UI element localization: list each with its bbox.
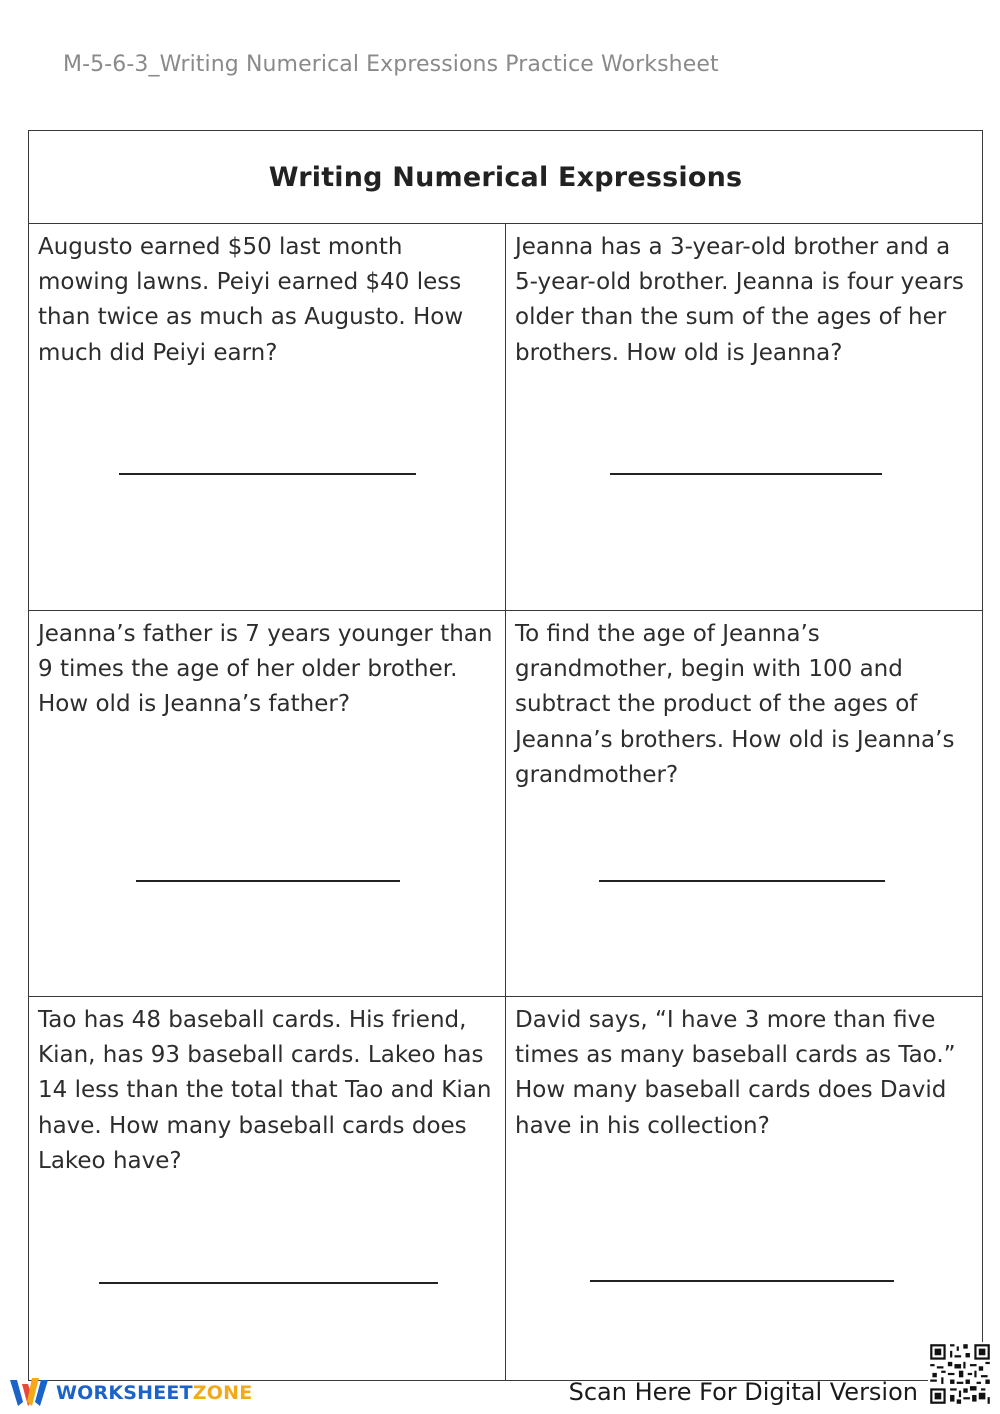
worksheet-title: Writing Numerical Expressions — [268, 161, 743, 193]
title-row — [29, 131, 982, 224]
problem-text: David says, “I have 3 more than five times as many baseball cards as Tao.” How many baseball cards does David have in his collection? — [515, 1007, 956, 1139]
brand-word-zone: ZONE — [192, 1382, 253, 1404]
problem-cell-4 — [506, 611, 982, 996]
problem-cell-5 — [29, 997, 505, 1380]
problem-text: Augusto earned $50 last month mowing lawns. Peiyi earned $40 less than twice as much as Augusto. How much did Peiyi earn? — [38, 234, 464, 366]
problem-cell-6 — [506, 997, 982, 1380]
problem-cell-2 — [506, 224, 982, 610]
problem-text: Tao has 48 baseball cards. His friend, Kian, has 93 baseball cards. Lakeo has 14 less than the total that Tao and Kian have. How many baseball cards does Lakeo have? — [38, 1007, 492, 1174]
scan-caption: Scan Here For Digital Version — [568, 1378, 918, 1406]
document-code: M-5-6-3_Writing Numerical Expressions Practice Worksheet — [63, 52, 719, 77]
problem-text: Jeanna’s father is 7 years younger than 9 times the age of her older brother. How old is Jeanna’s father? — [38, 621, 493, 718]
answer-line[interactable] — [610, 473, 882, 475]
problem-cell-1 — [29, 224, 505, 610]
answer-line[interactable] — [590, 1280, 894, 1282]
worksheetzone-logo-icon — [8, 1376, 50, 1410]
problem-grid — [29, 224, 982, 1380]
answer-line[interactable] — [99, 1282, 438, 1284]
brand-word-worksheet: WORKSHEET — [56, 1382, 193, 1404]
answer-line[interactable] — [599, 880, 885, 882]
answer-line[interactable] — [136, 880, 400, 882]
problem-cell-3 — [29, 611, 505, 996]
brand-logo[interactable] — [8, 1376, 252, 1410]
qr-code-icon[interactable] — [928, 1342, 992, 1406]
problem-text: To find the age of Jeanna’s grandmother, begin with 100 and subtract the product of the ages of Jeanna’s brothers. How old is Jeanna’s grandmother? — [515, 621, 955, 788]
brand-name — [56, 1382, 252, 1404]
answer-line[interactable] — [119, 473, 416, 475]
problem-text: Jeanna has a 3-year-old brother and a 5-year-old brother. Jeanna is four years older than the sum of the ages of her brothers. How old is Jeanna? — [515, 234, 964, 366]
worksheet-table — [28, 130, 983, 1381]
